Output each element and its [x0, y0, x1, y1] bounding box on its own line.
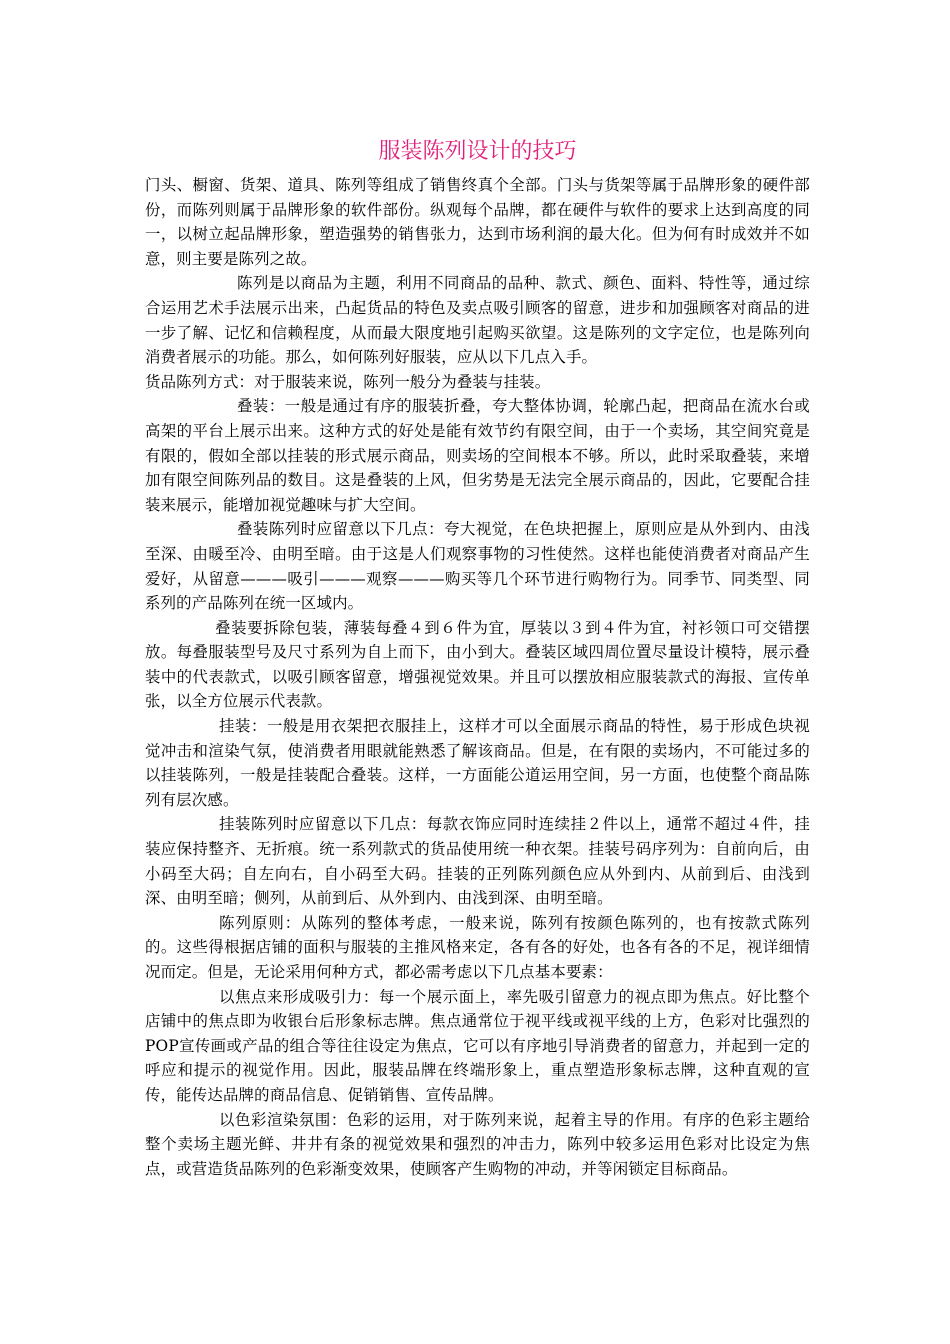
paragraph-focal-point: 以焦点来形成吸引力：每一个展示面上，率先吸引留意力的视点即为焦点。好比整个店铺中的焦点即为收银台后形象标志牌。焦点通常位于视平线或视平线的上方，色彩对比强烈的POP宣传画或产品的组合等往往设定为焦点，它可以有序地引导消费者的留意力，并起到一定的呼应和提示的视觉作用。因此，服装品牌在终端形象上，重点塑造形象标志牌，这种直观的宣传，能传达品牌的商品信息、促销销售、宣传品牌。: [145, 987, 810, 1104]
paragraph-folded-unpacking: 叠装要拆除包装，薄装每叠４到６件为宜，厚装以３到４件为宜，衬衫领口可交错摆放。每叠服装型号及尺寸系列为自上而下，由小到大。叠装区域四周位置尽量设计模特，展示叠装中的代表款式，以吸引顾客留意，增强视觉效果。并且可以摆放相应服装款式的海报、宣传单张，以全方位展示代表款。: [145, 618, 810, 711]
paragraph-intro: 门头、橱窗、货架、道具、陈列等组成了销售终真个全部。门头与货架等属于品牌形象的硬件部份，而陈列则属于品牌形象的软件部份。纵观每个品牌，都在硬件与软件的要求上达到高度的同一，以树立起品牌形象，塑造强势的销售张力，达到市场利润的最大化。但为何有时成效并不如意，则主要是陈列之故。: [145, 176, 810, 268]
document-title: 服装陈列设计的技巧: [378, 139, 577, 164]
paragraph-hanging-display: 挂装：一般是用衣架把衣服挂上，这样才可以全面展示商品的特性，易于形成色块视觉冲击和渲染气氛，使消费者用眼就能熟悉了解该商品。但是，在有限的卖场内，不可能过多的以挂装陈列，一般是挂装配合叠装。这样，一方面能公道运用空间，另一方面，也使整个商品陈列有层次感。: [145, 717, 810, 809]
document-page: [145, 133, 810, 1181]
paragraph-display-methods: 货品陈列方式：对于服装来说，陈列一般分为叠装与挂装。: [145, 372, 551, 391]
paragraph-folded-notes: 叠装陈列时应留意以下几点：夸大视觉，在色块把握上，原则应是从外到内、由浅至深、由暖至冷、由明至暗。由于这是人们观察事物的习性使然。这样也能使消费者对商品产生爱好，从留意———吸引———观察———购买等几个环节进行购物行为。同季节、同类型、同系列的产品陈列在统一区域内。: [145, 520, 810, 613]
paragraph-display-definition: 陈列是以商品为主题，利用不同商品的品种、款式、颜色、面料、特性等，通过综合运用艺术手法展示出来，凸起货品的特色及卖点吸引顾客的留意，进步和加强顾客对商品的进一步了解、记忆和信赖程度，从而最大限度地引起购买欲望。这是陈列的文字定位，也是陈列向消费者展示的功能。那么，如何陈列好服装，应从以下几点入手。: [145, 274, 810, 367]
paragraph-folded-display: 叠装：一般是通过有序的服装折叠，夸大整体协调，轮廓凸起，把商品在流水台或高架的平台上展示出来。这种方式的好处是能有效节约有限空间，由于一个卖场，其空间究竟是有限的，假如全部以挂装的形式展示商品，则卖场的空间根本不够。所以，此时采取叠装，来增加有限空间陈列品的数目。这是叠装的上风，但劣势是无法完全展示商品的，因此，它要配合挂装来展示，能增加视觉趣味与扩大空间。: [145, 397, 810, 514]
paragraph-hanging-notes: 挂装陈列时应留意以下几点：每款衣饰应同时连续挂２件以上，通常不超过４件，挂装应保持整齐、无折痕。统一系列款式的货品使用统一种衣架。挂装号码序列为：自前向后，由小码至大码；自左向右，自小码至大码。挂装的正列陈列颜色应从外到内、从前到后、由浅到深、由明至暗；侧列，从前到后、从外到内、由浅到深、由明至暗。: [145, 815, 810, 908]
paragraph-display-principles: 陈列原则：从陈列的整体考虑，一般来说，陈列有按颜色陈列的，也有按款式陈列的。这些得根据店铺的面积与服装的主推风格来定，各有各的好处，也各有各的不足，视详细情况而定。但是，无论采用何种方式，都必需考虑以下几点基本要素：: [145, 913, 810, 981]
paragraph-color-atmosphere: 以色彩渲染氛围：色彩的运用，对于陈列来说，起着主导的作用。有序的色彩主题给整个卖场主题光鲜、井井有条的视觉效果和强烈的冲击力，陈列中较多运用色彩对比设定为焦点，或营造货品陈列的色彩渐变效果，使顾客产生购物的冲动，并等闲锁定目标商品。: [145, 1110, 810, 1178]
